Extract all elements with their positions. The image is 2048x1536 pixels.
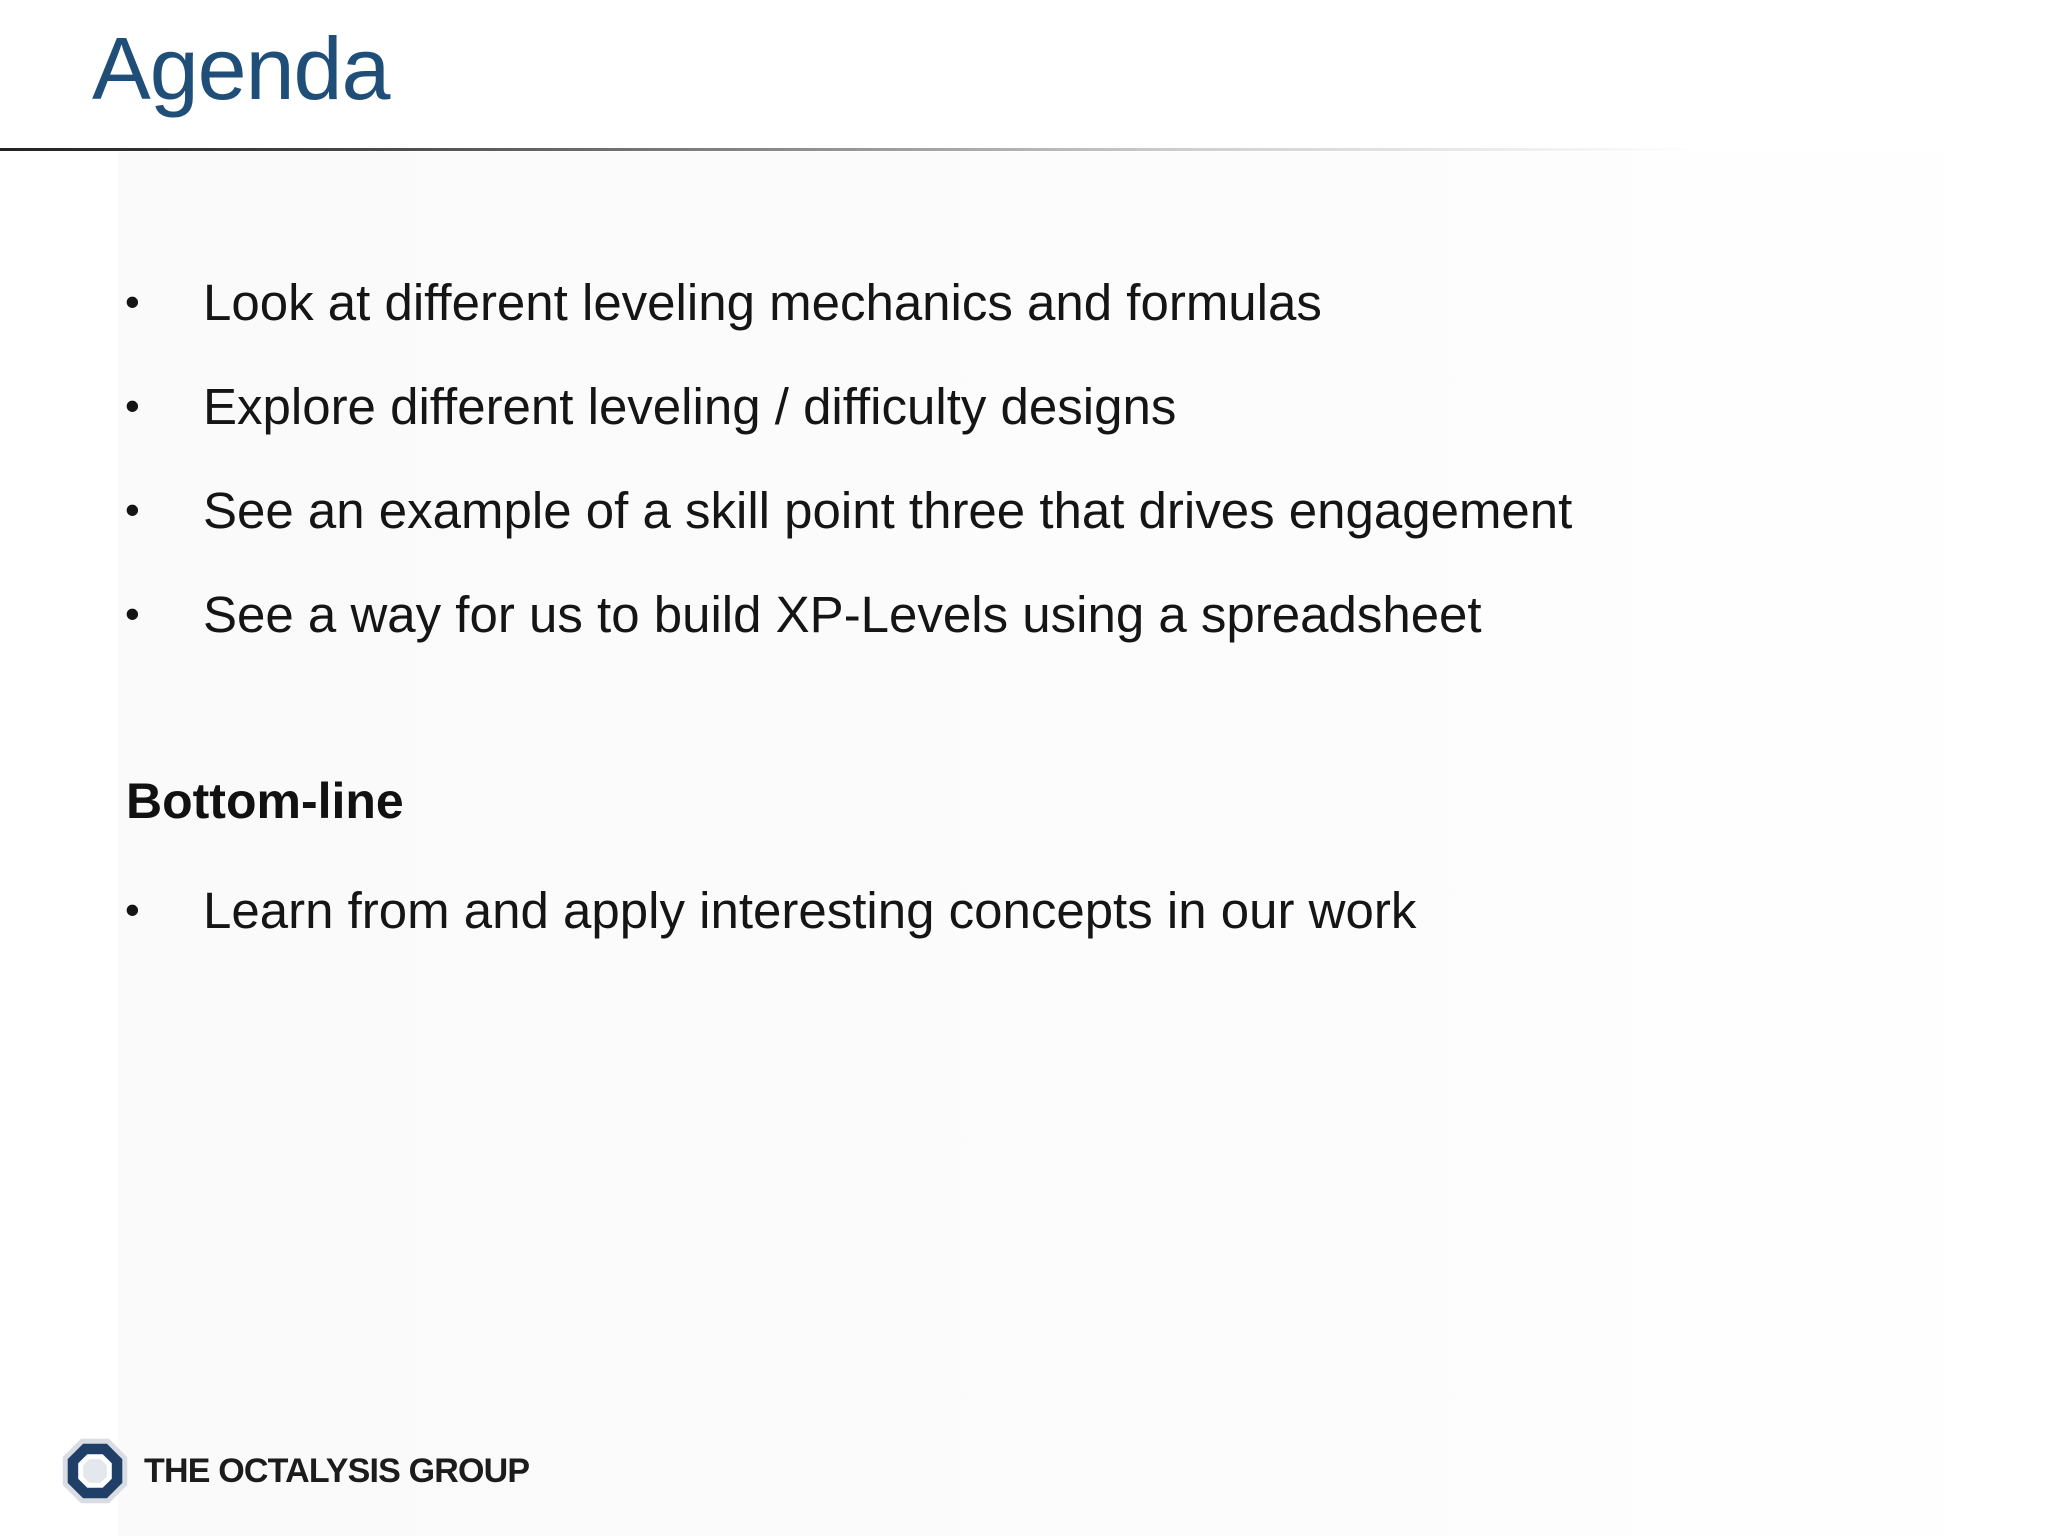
- agenda-item: [125, 250, 1572, 354]
- octagon-logo-icon: [60, 1436, 130, 1506]
- company-logo: [60, 1436, 529, 1506]
- bottom-line-list: [125, 858, 1416, 962]
- bullet-icon: •: [125, 382, 140, 429]
- logo-text: THE OCTALYSIS GROUP: [144, 1451, 530, 1490]
- agenda-item: [125, 354, 1572, 458]
- bottom-line-item-text: Learn from and apply interesting concepts in our work: [203, 881, 1417, 939]
- agenda-item: [125, 562, 1572, 666]
- bullet-icon: •: [125, 486, 140, 533]
- agenda-item-text: See a way for us to build XP-Levels using a spreadsheet: [203, 585, 1482, 643]
- agenda-item-text: See an example of a skill point three that drives engagement: [203, 481, 1573, 539]
- bullet-icon: •: [125, 590, 140, 637]
- title-divider: [0, 148, 1700, 151]
- bullet-icon: •: [125, 886, 140, 933]
- agenda-list: [125, 250, 1572, 666]
- agenda-item: [125, 458, 1572, 562]
- bottom-line-heading: Bottom-line: [126, 773, 404, 829]
- bullet-icon: •: [125, 278, 140, 325]
- agenda-item-text: Look at different leveling mechanics and formulas: [203, 273, 1322, 331]
- slide-title: Agenda: [92, 19, 390, 118]
- agenda-item-text: Explore different leveling / difficulty designs: [203, 377, 1177, 435]
- bottom-line-item: [125, 858, 1416, 962]
